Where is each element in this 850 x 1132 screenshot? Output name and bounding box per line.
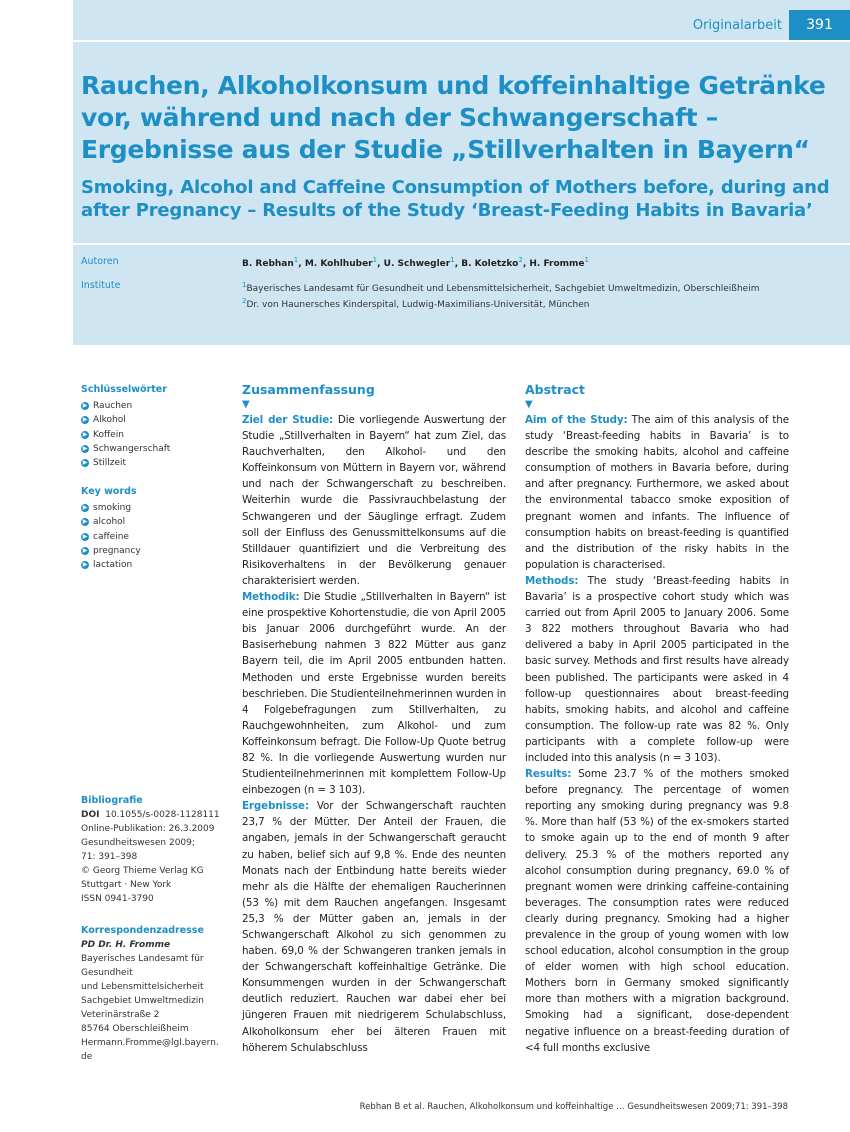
keywords-german [81,383,231,470]
arrow-bullet-icon: ▶ [82,561,88,569]
section-text: Vor der Schwangerschaft rauchten 23,7 % der Mütter. Der Anteil der Frauen, die angaben, jemals in der Schwangerschaft geraucht zu haben, belief sich auf 9,8 %. Ende des neunten Monats nach der Entbindung hatte bereits wieder mehr als die Hälfte der ehemaligen Raucherinnen (53 %) mit dem Rauchen angefangen. Insgesamt 25,3 % der Mütter gaben an, jemals in der Schwangerschaft Alkohol zu sich genommen zu haben. 69,0 % der Schwangeren tranken jemals in der Schwangerschaft koffeinhaltige Getränke. Die Konsummengen wurden in der Schwangerschaft deutlich reduziert. Rauchen war dabei eher bei jüngeren Frauen mit niedrigerem Schulabschluss, Alkoholkonsum eher bei älteren Frauen mit höherem Schulabschluss [242,800,506,1054]
down-arrow-icon: ▼ [525,399,533,410]
section-text: Some 23.7 % of the mothers smoked before pregnancy. The percentage of women reporting any smoking during pregnancy was 9.8 %. More than half (53 %) of the ex-smokers started to smoke again up to the end of month 9 after delivery. 25.3 % of the mothers reported any alcohol consumption during pregnancy, 69.0 % of pregnant women were drinking caffeine-containing beverages. The consumption rates were reduced clearly during pregnancy. Smoking had a higher prevalence in the group of young women with low school education, alcohol consumption in the group of elder women with high school education. Mothers born in Germany smoked significantly more than mothers with a migration background. Smoking had a significant, dose-dependent negative influence on a breast-feeding duration of <4 full months exclusive [525,768,789,1054]
keyword-item [81,515,231,529]
header-divider [73,243,850,245]
author-name: B. Koletzko [461,259,519,269]
authors-label: Autoren [81,256,119,267]
abstract-paragraph [525,573,789,766]
keyword-list [81,501,231,572]
abstract-paragraph [242,589,506,798]
section-label-methods: Methodik: [242,591,300,604]
author-name: B. Rebhan [242,259,294,269]
biblio-line: Gesundheitswesen 2009; [81,838,195,848]
keyword-item [81,558,231,572]
doi-value[interactable]: 10.1055/s-0028-1128111 [105,810,220,820]
section-text: The study ‘Breast-feeding habits in Bavaria’ is a prospective cohort study which was carried out from April 2005 to January 2006. Some 3 822 mothers throughout Bavaria who had delivered a baby in April 2005 participated in the basic survey. Methods and first results have already been published. The participants were asked in 4 follow-up questionnaires about breast-feeding habits, smoking habits, and alcohol and caffeine consumption. The follow-up rate was 82 %. Only participants with a complete follow-up were included into this analysis (n = 3 103). [525,574,789,764]
title-german: Rauchen, Alkoholkonsum und koffeinhaltige Getränke vor, während und nach der Schwangerschaft – Ergebnisse aus der Studie „Stillverhalten in Bayern“ [81,71,826,164]
keyword-text: Alkohol [93,415,126,426]
author-name: U. Schwegler [383,259,451,269]
arrow-bullet-icon: ▶ [82,459,88,467]
institute-item [242,295,760,311]
section-text: Die vorliegende Auswertung der Studie „Stillverhalten in Bayern“ hat zum Ziel, das Rauchverhalten, den Alkohol- und den Koffeinkonsum von Müttern in Bayern vor, während und nach der Schwangerschaft zu beschreiben. Weiterhin wurde die Passivrauchbelastung der Schwangeren und der Säuglinge erfragt. Zudem soll der Einfluss des Genussmittelkonsums auf die Stilldauer quantifiziert und die Verbreitung des Risikoverhaltens in der Bevölkerung genauer charakterisiert werden. [242,414,506,587]
keyword-item [81,544,231,558]
keyword-text: Stillzeit [93,458,127,469]
doi-line [81,808,231,822]
keyword-list [81,399,231,470]
section-label-results: Results: [525,768,572,781]
keyword-text: lactation [93,560,133,571]
institute-number: 1 [242,281,247,289]
page-number: 391 [789,10,850,40]
arrow-bullet-icon: ▶ [82,547,88,555]
keyword-text: Schwangerschaft [93,444,171,455]
bibliography-title: Bibliografie [81,795,143,806]
arrow-bullet-icon: ▶ [82,445,88,453]
keyword-text: smoking [93,503,132,514]
abstract-paragraph [242,798,506,1056]
institute-item [242,279,760,295]
author-affiliation: 1 [584,256,589,264]
arrow-bullet-icon: ▶ [82,430,88,438]
institute-list [242,279,760,311]
section-label: Originalarbeit [692,18,782,33]
section-text: Die Studie „Stillverhalten in Bayern“ ist eine prospektive Kohortenstudie, die von April 2005 bis Januar 2006 durchgeführt wurde. An der Basiserhebung nahmen 3 822 Mütter aus ganz Bayern teil, die im April 2005 entbunden hatten. Methoden und erste Ergebnisse wurden bereits beschrieben. Die Studienteilnehmerinnen wurden in 4 Folgebefragungen zum Stillverhalten, zu Rauchgewohnheiten, zum Alkohol- und zum Koffeinkonsum befragt. Die Follow-Up Quote betrug 82 %. In die vorliegende Auswertung wurden nur Studienteilnehmerinnen mit komplettem Follow-Up einbezogen (n = 3 103). [242,591,506,797]
correspondence-address [81,924,231,1064]
section-label-aim: Ziel der Studie: [242,414,334,426]
institutes-label: Institute [81,280,121,291]
biblio-line: Online-Publikation: 26.3.2009 [81,824,215,834]
address-name: PD Dr. H. Fromme [81,940,171,950]
abstract-german [242,382,506,1056]
address-title: Korrespondenzadresse [81,925,204,936]
abstract-paragraph [525,412,789,573]
address-line: Sachgebiet Umweltmedizin [81,996,204,1006]
author-name: H. Fromme [529,259,585,269]
keyword-text: pregnancy [93,546,141,557]
section-label-aim: Aim of the Study: [525,414,628,426]
abstract-paragraph [525,766,789,1056]
abstract-english [525,382,789,1056]
section-text: The aim of this analysis of the study ‘Breast-feeding habits in Bavaria’ is to describe the smoking habits, alcohol and caffeine consumption of mothers in Bavaria before, during and after pregnancy. Furthermore, we asked about the environmental tabacco smoke exposition of pregnant women and infants. The influence of consumption habits on breast-feeding is quantified and the distribution of the risky habits in the population is characterised. [525,414,789,571]
keyword-item [81,428,231,442]
author-affiliation: 1 [450,256,455,264]
keyword-text: caffeine [93,531,129,542]
abstract-german-heading: Zusammenfassung [242,382,375,397]
address-line: Veterinärstraße 2 [81,1010,160,1020]
institute-number: 2 [242,297,247,305]
arrow-bullet-icon: ▶ [82,518,88,526]
title-english: Smoking, Alcohol and Caffeine Consumption of Mothers before, during and after Pregnancy – Results of the Study ‘Breast-Feeding Habits in Bavaria’ [81,177,830,221]
arrow-bullet-icon: ▶ [82,416,88,424]
keyword-item [81,456,231,470]
keywords-english-title: Key words [81,486,137,497]
doi-label: DOI [81,810,100,820]
keywords-english [81,485,231,572]
address-line: und Lebensmittelsicherheit [81,982,204,992]
keyword-text: alcohol [93,517,126,528]
down-arrow-icon: ▼ [242,399,250,410]
keyword-text: Rauchen [93,401,133,412]
page-footer-citation: Rebhan B et al. Rauchen, Alkoholkonsum und koffeinhaltige … Gesundheitswesen 2009;71: 391–398 [359,1102,788,1112]
keyword-item [81,413,231,427]
bibliography [81,794,231,906]
keywords-german-title: Schlüsselwörter [81,384,167,395]
keyword-item [81,530,231,544]
institute-text: Dr. von Haunersches Kinderspital, Ludwig-Maximilians-Universität, München [246,300,590,310]
abstract-english-heading: Abstract [525,382,586,397]
author-affiliation: 1 [372,256,378,264]
biblio-line: Stuttgart · New York [81,880,172,890]
biblio-line: © Georg Thieme Verlag KG [81,866,204,876]
abstract-paragraph [242,412,506,589]
arrow-bullet-icon: ▶ [82,504,88,512]
email-link[interactable]: Hermann.Fromme@lgl.bayern. [81,1038,219,1048]
institute-text: Bayerisches Landesamt für Gesundheit und Lebensmittelsicherheit, Sachgebiet Umweltmedizin, Oberschleißheim [246,284,760,294]
author-list: B. Rebhan$^1$, M. Kohlhuber$^1$, U. Schwegler$^1$, B. Koletzko$^2$, H. Fromme$^1$ [242,256,589,269]
biblio-line: ISSN 0941-3790 [81,894,154,904]
address-line: Bayerisches Landesamt für [81,954,204,964]
keyword-item [81,442,231,456]
section-label-results: Ergebnisse: [242,800,309,813]
keyword-item [81,399,231,413]
section-label-methods: Methods: [525,574,579,587]
arrow-bullet-icon: ▶ [82,402,88,410]
author-name: M. Kohlhuber [304,259,373,269]
address-line: Gesundheit [81,968,133,978]
biblio-line: 71: 391–398 [81,852,138,862]
author-affiliation: 1 [293,256,299,264]
email-link-continued[interactable]: de [81,1052,93,1062]
arrow-bullet-icon: ▶ [82,532,88,540]
author-affiliation: 2 [518,256,523,264]
keyword-text: Koffein [93,429,124,440]
keyword-item [81,501,231,515]
address-line: 85764 Oberschleißheim [81,1024,189,1034]
